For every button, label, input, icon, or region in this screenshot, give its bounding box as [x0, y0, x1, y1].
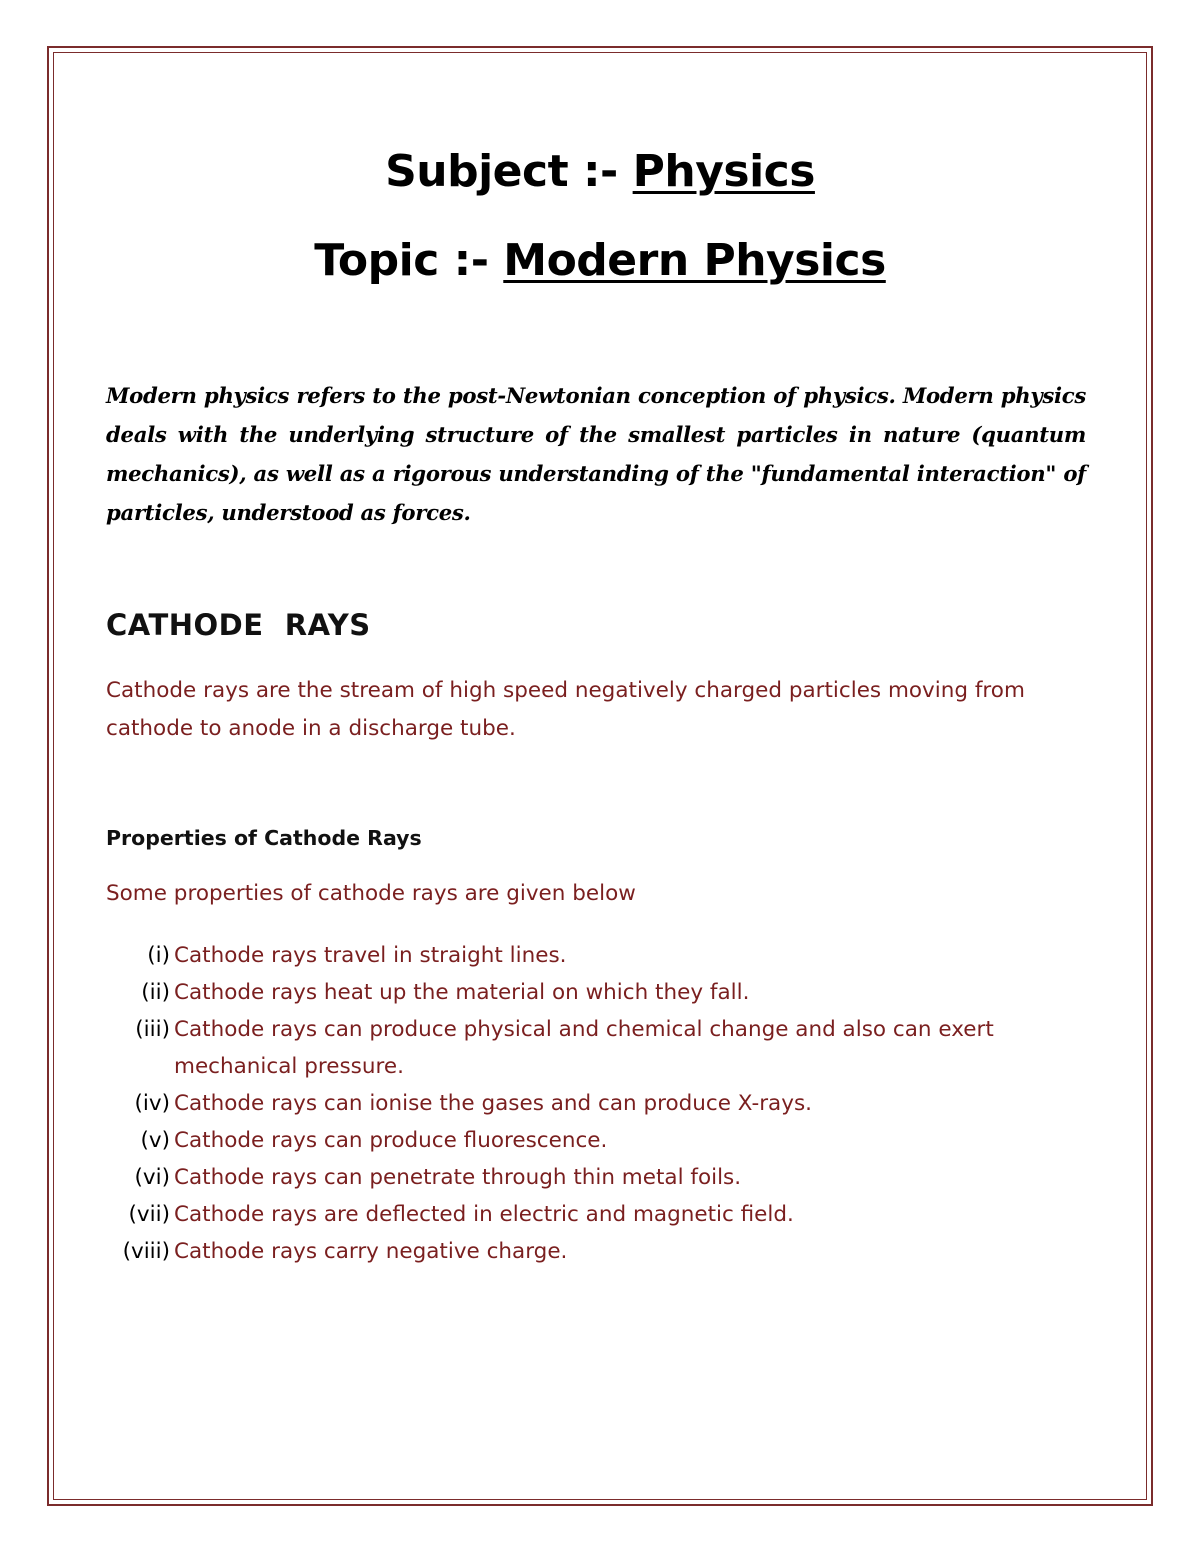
- topic-title: [0, 235, 1200, 286]
- list-item-text: Cathode rays can produce physical and chemical change and also can exert mechanical pressure.: [174, 1017, 994, 1079]
- list-item-number: (i): [147, 943, 170, 968]
- list-item: [106, 1159, 1086, 1196]
- list-item: [106, 974, 1086, 1011]
- list-item-text: Cathode rays are deflected in electric and magnetic field.: [174, 1202, 794, 1227]
- list-item-text: Cathode rays can penetrate through thin metal foils.: [174, 1165, 742, 1190]
- list-item-number: (vii): [128, 1202, 170, 1227]
- cathode-rays-heading: CATHODE RAYS: [106, 608, 371, 642]
- list-item-number: (iii): [135, 1017, 170, 1042]
- list-item-number: (iv): [134, 1091, 170, 1116]
- subject-value: Physics: [632, 146, 815, 197]
- list-item-number: (ii): [141, 980, 170, 1005]
- properties-intro: Some properties of cathode rays are given below: [106, 881, 636, 906]
- cathode-rays-definition: Cathode rays are the stream of high speed negatively charged particles moving from cathode to anode in a discharge tube.: [106, 678, 1025, 741]
- list-item: [106, 1233, 1086, 1270]
- subject-label: Subject :-: [385, 146, 633, 197]
- topic-label: Topic :-: [314, 235, 504, 286]
- list-item: [106, 1122, 1086, 1159]
- list-item-text: Cathode rays can ionise the gases and can produce X-rays.: [174, 1091, 812, 1116]
- list-item: [106, 1085, 1086, 1122]
- list-item-number: (viii): [122, 1239, 170, 1264]
- list-item-number: (v): [140, 1128, 170, 1153]
- list-item: [106, 1196, 1086, 1233]
- properties-list: [106, 937, 1086, 1270]
- list-item: [106, 1011, 1086, 1085]
- properties-heading: Properties of Cathode Rays: [106, 826, 422, 850]
- subject-title: [0, 146, 1200, 197]
- list-item: [106, 937, 1086, 974]
- list-item-text: Cathode rays can produce fluorescence.: [174, 1128, 608, 1153]
- list-item-text: Cathode rays heat up the material on which they fall.: [174, 980, 750, 1005]
- list-item-number: (vi): [134, 1165, 170, 1190]
- intro-paragraph: Modern physics refers to the post-Newtonian conception of physics. Modern physics deals with the underlying structure of the smallest particles in nature (quantum mechanics), as well as a rigorous understanding of the "fundamental interaction" of particles, understood as forces.: [106, 383, 1086, 525]
- list-item-text: Cathode rays carry negative charge.: [174, 1239, 568, 1264]
- topic-value: Modern Physics: [503, 235, 886, 286]
- list-item-text: Cathode rays travel in straight lines.: [174, 943, 567, 968]
